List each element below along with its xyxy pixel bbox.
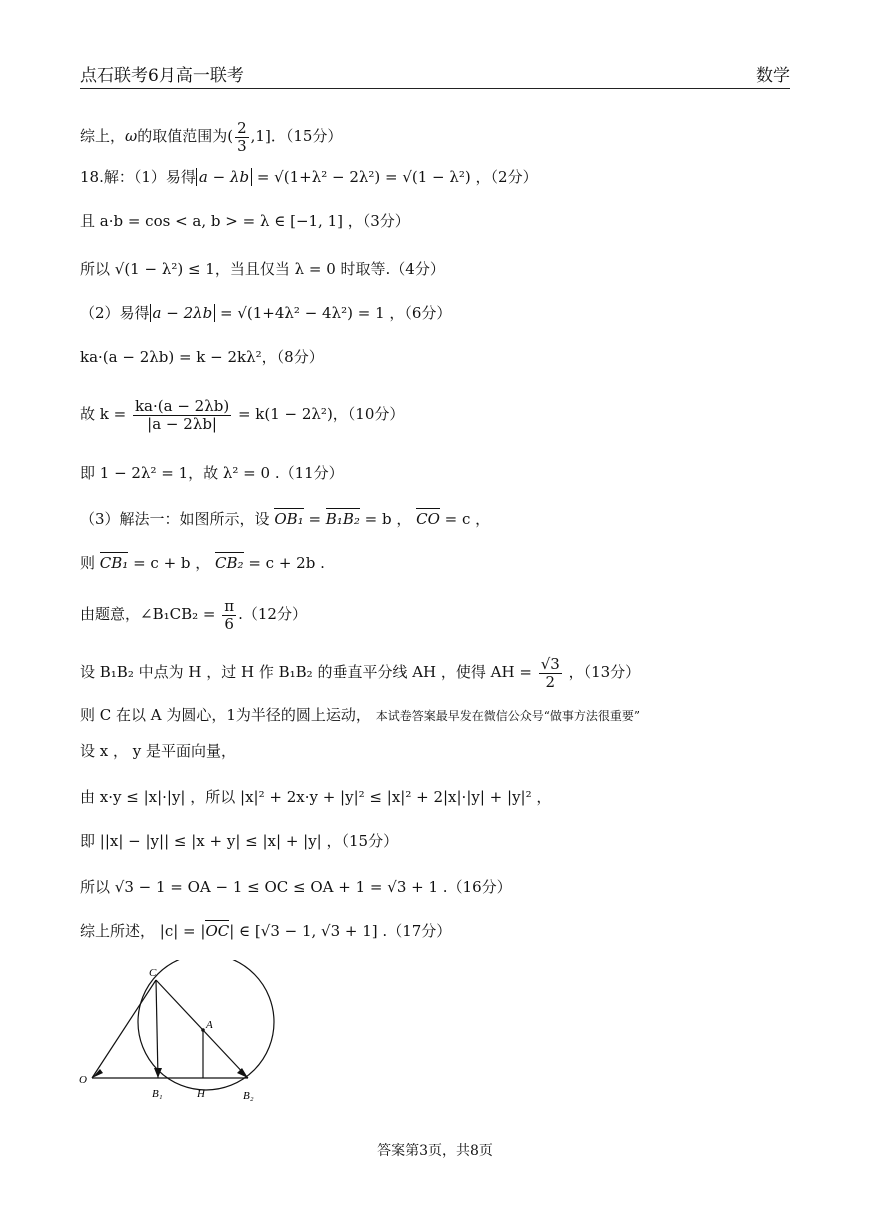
fraction	[235, 120, 249, 154]
text-span: =	[303, 510, 326, 528]
source-note: 本试卷答案最早发在微信公众号“做事方法很重要”	[375, 709, 640, 723]
text-span: 即 1 − 2λ² = 1，故 λ² = 0 .（11分）	[80, 464, 344, 482]
subject-label: 数学	[756, 66, 790, 86]
fraction-denominator: 3	[237, 136, 247, 155]
vector-notation: B₁B₂	[325, 510, 360, 528]
point-a	[201, 1028, 205, 1032]
text-span: ω	[125, 127, 138, 145]
text-span: = c + b ，	[128, 554, 216, 572]
fraction-numerator: √3	[540, 655, 560, 673]
text-span: = √(1+λ² − 2λ²) = √(1 − λ²) ，（2分）	[252, 168, 538, 186]
solution-line-l12	[80, 656, 640, 690]
solution-line-l11	[80, 598, 307, 632]
solution-line-l3	[80, 212, 410, 230]
text-span: 18.解：（1）易得	[80, 168, 196, 186]
text-span: 由 x·y ≤ |x|·|y| ，所以 |x|² + 2x·y + |y|² ≤ |x|² + 2|x|·|y| + |y|² ，	[80, 788, 552, 806]
fraction-numerator: π	[224, 597, 235, 615]
fraction	[133, 398, 231, 432]
vector-notation: CB₂	[215, 554, 244, 572]
text-span: ，（13分）	[563, 663, 641, 681]
label-o: O	[79, 1074, 87, 1086]
fraction-numerator: 2	[237, 119, 247, 137]
text-span: ,1]．（15分）	[250, 127, 343, 145]
vector-notation: OB₁	[274, 510, 304, 528]
vector-notation: CO	[416, 510, 440, 528]
text-span: （3）解法一：如图所示，设	[80, 510, 275, 528]
solution-line-l5	[80, 304, 451, 322]
text-span: 设 x ， y 是平面向量，	[80, 742, 237, 760]
label-b1: B₁	[152, 1088, 163, 1100]
page-footer: 答案第3页，共8页	[377, 1143, 493, 1159]
text-span: .（12分）	[238, 605, 307, 623]
text-span: = c + 2b .	[243, 554, 325, 572]
text-span: 所以 √(1 − λ²) ≤ 1，当且仅当 λ = 0 时取等.（4分）	[80, 260, 445, 278]
absolute-value: a − λb	[196, 168, 252, 186]
absolute-value: a − 2λb	[150, 304, 216, 322]
exam-title: 点石联考6月高一联考	[80, 66, 244, 86]
solution-line-l4	[80, 260, 445, 278]
label-h: H	[197, 1088, 205, 1100]
text-span: 由题意，∠B₁CB₂ =	[80, 605, 221, 623]
text-span: 则	[80, 554, 100, 572]
text-span: = b ，	[359, 510, 417, 528]
geometry-figure	[70, 960, 290, 1110]
text-span: 综上所述， |c| = |	[80, 922, 206, 940]
solution-line-l10	[80, 554, 325, 572]
vector-notation: OC	[205, 922, 230, 940]
fraction-denominator: |a − 2λb|	[147, 414, 217, 433]
label-c: C	[149, 967, 157, 979]
text-span: 则 C 在以 A 为圆心，1为半径的圆上运动，	[80, 706, 376, 724]
fraction-numerator: ka·(a − 2λb)	[134, 397, 230, 415]
text-span: = k(1 − 2λ²)，（10分）	[233, 405, 405, 423]
solution-line-l13	[80, 706, 640, 724]
label-a: A	[206, 1019, 213, 1031]
label-b2: B₂	[243, 1090, 254, 1102]
fraction	[539, 656, 562, 690]
text-span: 即 ||x| − |y|| ≤ |x + y| ≤ |x| + |y| ，（15分）	[80, 832, 399, 850]
vector-cb1	[156, 980, 158, 1078]
solution-line-l1	[80, 120, 342, 154]
text-span: 综上，	[80, 127, 126, 145]
vector-co	[92, 980, 156, 1078]
arrow-b2	[237, 1068, 248, 1078]
page-header	[80, 62, 790, 89]
text-span: （2）易得	[80, 304, 150, 322]
text-span: ka·(a − 2λb) = k − 2kλ²，（8分）	[80, 348, 324, 366]
text-span: 所以 √3 − 1 = OA − 1 ≤ OC ≤ OA + 1 = √3 + 1 .（16分）	[80, 878, 512, 896]
text-span: 的取值范围为(	[137, 127, 234, 145]
solution-line-l15	[80, 788, 551, 806]
fraction	[222, 598, 236, 632]
solution-line-l7	[80, 398, 404, 432]
vector-notation: CB₁	[99, 554, 129, 572]
solution-line-l14	[80, 742, 236, 760]
fraction-denominator: 2	[545, 672, 556, 691]
fraction-denominator: 6	[224, 614, 234, 633]
text-span: | ∈ [√3 − 1, √3 + 1] .（17分）	[229, 922, 452, 940]
solution-line-l17	[80, 878, 512, 896]
text-span: = √(1+4λ² − 4λ²) = 1 ，（6分）	[215, 304, 452, 322]
solution-line-l6	[80, 348, 324, 366]
solution-line-l2	[80, 168, 538, 186]
text-span: = c ，	[439, 510, 491, 528]
solution-line-l9	[80, 510, 490, 528]
solution-line-l8	[80, 464, 344, 482]
solution-line-l18	[80, 922, 451, 940]
solution-line-l16	[80, 832, 398, 850]
text-span: 设 B₁B₂ 中点为 H ，过 H 作 B₁B₂ 的垂直平分线 AH ，使得 AH =	[80, 663, 537, 681]
text-span: 故 k =	[80, 405, 131, 423]
text-span: 且 a·b = cos < a, b > = λ ∈ [−1, 1] ，（3分）	[80, 212, 410, 230]
